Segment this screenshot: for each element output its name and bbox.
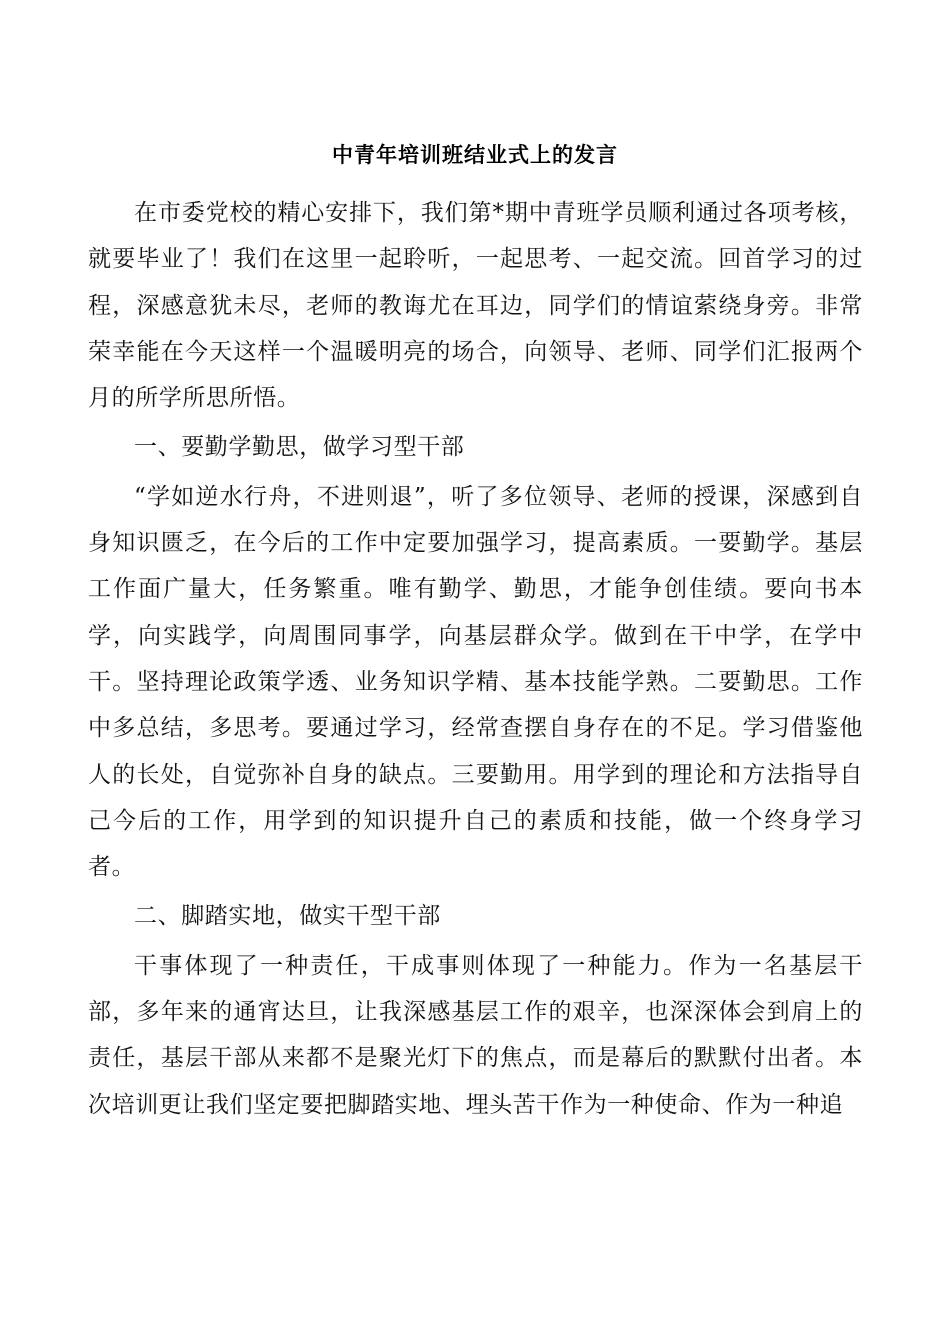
section-heading-2: 二、脚踏实地，做实干型干部 [134,903,441,930]
paragraph-intro: 在市委党校的精心安排下，我们第*期中青班学员顺利通过各项考核，就要毕业了！我们在这里一起聆听，一起思考、一起交流。回首学习的过程，深感意犹未尽，老师的教诲尤在耳边，同学们的情谊萦绕身旁。非常荣幸能在今天这样一个温暖明亮的场合，向领导、老师、同学们汇报两个月的所学所思所悟。 [88,200,863,412]
section-heading-1: 一、要勤学勤思，做学习型干部 [134,434,465,461]
paragraph-section-1: “学如逆水行舟，不进则退”，听了多位领导、老师的授课，深感到自身知识匮乏，在今后的工作中定要加强学习，提高素质。一要勤学。基层工作面广量大，任务繁重。唯有勤学、勤思，才能争创佳绩。要向书本学，向实践学，向周围同事学，向基层群众学。做到在干中学，在学中干。坚持理论政策学透、业务知识学精、基本技能学熟。二要勤思。工作中多总结，多思考。要通过学习，经常查摆自身存在的不足。学习借鉴他人的长处，自觉弥补自身的缺点。三要勤用。用学到的理论和方法指导自己今后的工作，用学到的知识提升自己的素质和技能，做一个终身学习者。 [88,483,863,881]
document-title: 中青年培训班结业式上的发言 [332,143,618,167]
paragraph-section-2: 干事体现了一种责任，干成事则体现了一种能力。作为一名基层干部，多年来的通宵达旦，让我深感基层工作的艰辛，也深深体会到肩上的责任，基层干部从来都不是聚光灯下的焦点，而是幕后的默默付出者。本次培训更让我们坚定要把脚踏实地、埋头苦干作为一种使命、作为一种追 [88,952,863,1118]
document-body [88,190,863,1128]
